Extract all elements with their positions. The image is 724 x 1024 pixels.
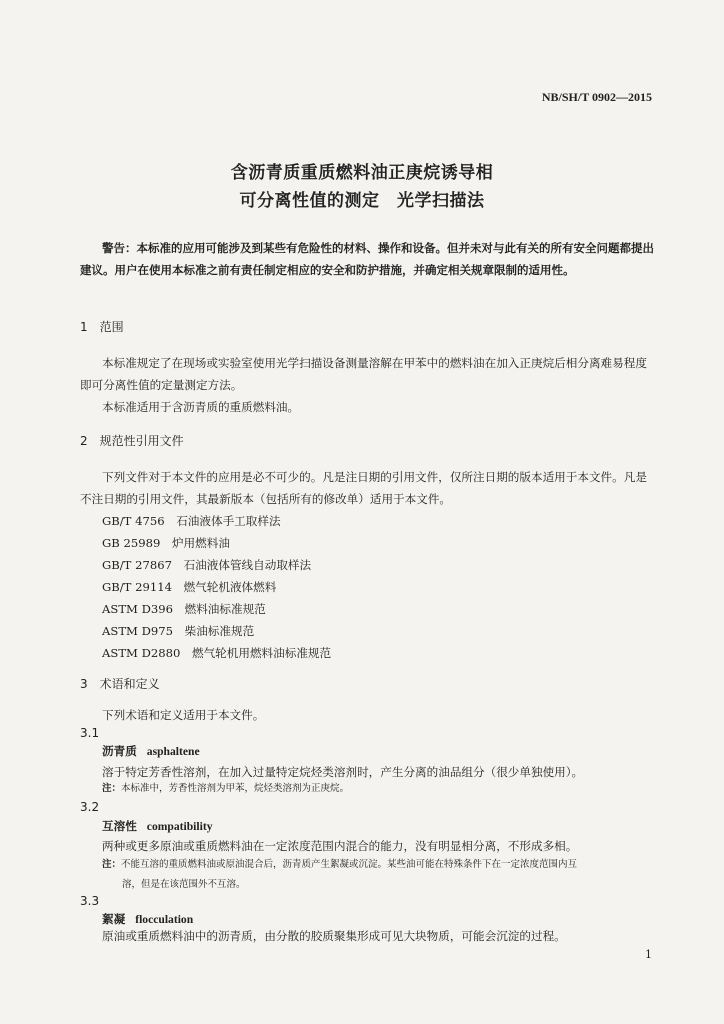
note-label: 注： xyxy=(102,783,122,794)
section-2-paragraph: 下列文件对于本文件的应用是必不可少的。凡是注日期的引用文件，仅所注日期的版本适用于本文件。凡是不注日期的引用文件，其最新版本（包括所有的修改单）适用于本文件。 xyxy=(80,470,647,506)
document-title-line1: 含沥青质重质燃料油正庚烷诱导相 xyxy=(230,163,494,183)
term-chinese: 沥青质 xyxy=(102,744,137,758)
note-label: 注： xyxy=(102,859,122,870)
reference-item: GB/T 29114 燃气轮机液体燃料 xyxy=(102,580,277,594)
reference-item: GB 25989 炉用燃料油 xyxy=(102,536,230,550)
reference-item: ASTM D975 柴油标准规范 xyxy=(102,624,255,638)
reference-item: ASTM D2880 燃气轮机用燃料油标准规范 xyxy=(102,646,332,660)
term-definition: 溶于特定芳香性溶剂，在加入过量特定烷烃类溶剂时，产生分离的油品组分（很少单独使用）。 xyxy=(102,765,584,779)
warning-paragraph: 警告：本标准的应用可能涉及到某些有危险性的材料、操作和设备。但并未对与此有关的所有安全问题都提出建议。用户在使用本标准之前有责任制定相应的安全和防护措施，并确定相关规章限制的适用性。 xyxy=(80,241,654,277)
section-1-heading: 1 范围 xyxy=(80,320,124,334)
section-3-heading: 3 术语和定义 xyxy=(80,677,160,691)
term-number: 3.2 xyxy=(80,800,100,814)
term-title xyxy=(102,818,213,834)
term-number: 3.1 xyxy=(80,726,100,740)
term-title xyxy=(102,911,193,927)
term-definition: 原油或重质燃料油中的沥青质，由分散的胶质聚集形成可见大块物质，可能会沉淀的过程。 xyxy=(102,929,566,943)
section-2-heading: 2 规范性引用文件 xyxy=(80,434,184,448)
section-3-intro: 下列术语和定义适用于本文件。 xyxy=(102,708,265,722)
term-note xyxy=(102,856,658,874)
term-number: 3.3 xyxy=(80,894,100,908)
term-english: compatibility xyxy=(146,820,213,833)
standard-code: NB/SH/T 0902—2015 xyxy=(541,90,652,104)
term-note xyxy=(102,780,658,798)
document-title-line2: 可分离性值的测定 光学扫描法 xyxy=(239,191,485,211)
note-text: 本标准中，芳香性溶剂为甲苯，烷烃类溶剂为正庚烷。 xyxy=(121,783,350,794)
term-note-continuation: 溶，但是在该范围外不互溶。 xyxy=(122,879,246,890)
note-text: 不能互溶的重质燃料油或原油混合后，沥青质产生絮凝或沉淀。某些油可能在特殊条件下在一定浓度范围内互 xyxy=(121,859,578,870)
page-number: 1 xyxy=(645,948,652,961)
term-english: asphaltene xyxy=(146,745,200,758)
section-1-paragraph: 本标准规定了在现场或实验室使用光学扫描设备测量溶解在甲苯中的燃料油在加入正庚烷后相分离难易程度即可分离性值的定量测定方法。 xyxy=(80,356,647,392)
term-english: flocculation xyxy=(135,913,194,926)
term-chinese: 絮凝 xyxy=(102,912,126,926)
term-title xyxy=(102,743,200,759)
reference-item: GB/T 4756 石油液体手工取样法 xyxy=(102,514,281,528)
reference-item: GB/T 27867 石油液体管线自动取样法 xyxy=(102,558,312,572)
term-chinese: 互溶性 xyxy=(102,819,137,833)
section-1-paragraph-2: 本标准适用于含沥青质的重质燃料油。 xyxy=(102,400,300,414)
reference-item: ASTM D396 燃料油标准规范 xyxy=(102,602,266,616)
term-definition: 两种或更多原油或重质燃料油在一定浓度范围内混合的能力，没有明显相分离，不形成多相。 xyxy=(102,839,578,853)
